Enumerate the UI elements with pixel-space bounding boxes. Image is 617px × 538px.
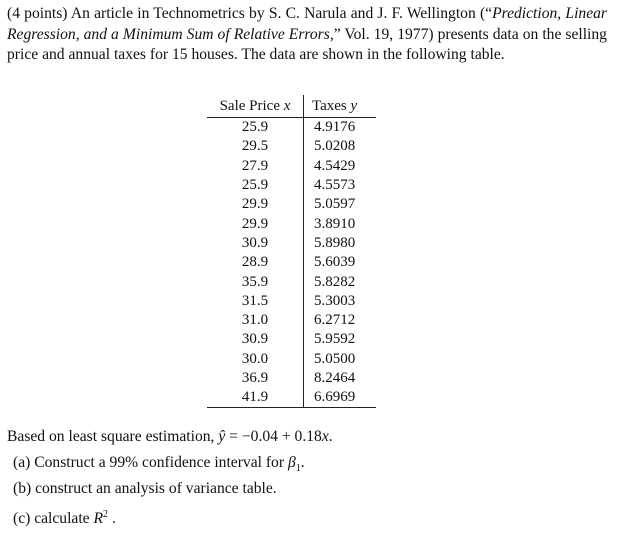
table-row <box>207 176 376 195</box>
sale-price-cell: 25.9 <box>207 176 304 195</box>
table-row <box>207 234 376 253</box>
taxes-cell: 5.3003 <box>314 292 356 309</box>
question-a: (a) Construct a 99% confidence interval for $\beta_1$. <box>13 454 305 475</box>
taxes-cell: 5.8980 <box>314 234 356 251</box>
sale-price-cell: 41.9 <box>207 388 304 408</box>
taxes-cell: 4.5429 <box>314 157 356 174</box>
x-variable: x <box>321 428 329 445</box>
sale-price-cell: 30.0 <box>207 350 304 369</box>
intro-prefix: (4 points) An article in Technometrics by S. C. Narula and J. F. Wellington (“ <box>7 5 493 22</box>
table-row <box>207 272 376 291</box>
taxes-cell: 4.9176 <box>314 119 356 136</box>
taxes-cell: 4.5573 <box>314 177 356 194</box>
sale-price-header: Sale Price x <box>207 95 304 118</box>
table-row <box>207 214 376 233</box>
table-row <box>207 388 376 408</box>
article-title: Prediction, Linear Regression, and a Minimum Sum of Relative Errors, <box>7 5 607 43</box>
question-c: (c) calculate $R^2$ . <box>13 509 116 528</box>
sale-price-cell: 28.9 <box>207 253 304 272</box>
table-row <box>207 311 376 330</box>
taxes-cell: 5.0208 <box>314 138 356 155</box>
table-row <box>207 195 376 214</box>
question-b: (b) construct an analysis of variance table. <box>13 480 277 497</box>
table-row <box>207 350 376 369</box>
sale-price-cell: 30.9 <box>207 330 304 349</box>
sale-price-cell: 27.9 <box>207 157 304 176</box>
estimation-lead: Based on least square estimation, <box>7 428 215 445</box>
table-row <box>207 253 376 272</box>
table-row <box>207 369 376 388</box>
estimation-line: Based on least square estimation, ŷ = −0.04 + 0.18x. <box>7 428 333 445</box>
table-row <box>207 137 376 156</box>
r-squared-symbol: R <box>93 510 104 528</box>
table-row <box>207 292 376 311</box>
table-row <box>207 157 376 176</box>
sale-price-cell: 31.0 <box>207 311 304 330</box>
taxes-cell: 8.2464 <box>314 370 356 386</box>
y-hat: ŷ <box>218 428 226 445</box>
sale-price-cell: 29.9 <box>207 195 304 214</box>
regression-equation: = −0.04 + 0.18 <box>225 428 322 445</box>
problem-intro <box>7 4 607 66</box>
house-data-table <box>207 95 376 408</box>
taxes-cell: 5.0500 <box>314 350 356 367</box>
taxes-header: Taxes y <box>304 95 377 118</box>
sale-price-cell: 36.9 <box>207 369 304 388</box>
table-row <box>207 330 376 349</box>
table-header-row <box>207 95 376 118</box>
intro-suffix: ” Vol. 19, 1977) presents data on the selling price and annual taxes for 15 houses. The data are shown in the following table. <box>7 25 607 63</box>
taxes-cell: 5.6039 <box>314 254 356 271</box>
taxes-cell: 3.8910 <box>314 215 356 232</box>
taxes-cell: 5.8282 <box>314 273 356 290</box>
table-body <box>207 118 376 408</box>
sale-price-cell: 25.9 <box>207 118 304 138</box>
taxes-cell: 6.6969 <box>304 388 377 408</box>
sale-price-cell: 29.5 <box>207 137 304 156</box>
sale-price-cell: 30.9 <box>207 234 304 253</box>
taxes-cell: 6.2712 <box>314 312 356 329</box>
table-row <box>207 118 376 138</box>
taxes-cell: 5.0597 <box>314 196 356 213</box>
beta-symbol: β <box>287 454 296 471</box>
taxes-cell: 5.9592 <box>314 331 356 348</box>
sale-price-cell: 29.9 <box>207 214 304 233</box>
sale-price-cell: 35.9 <box>207 272 304 291</box>
sale-price-cell: 31.5 <box>207 292 304 311</box>
